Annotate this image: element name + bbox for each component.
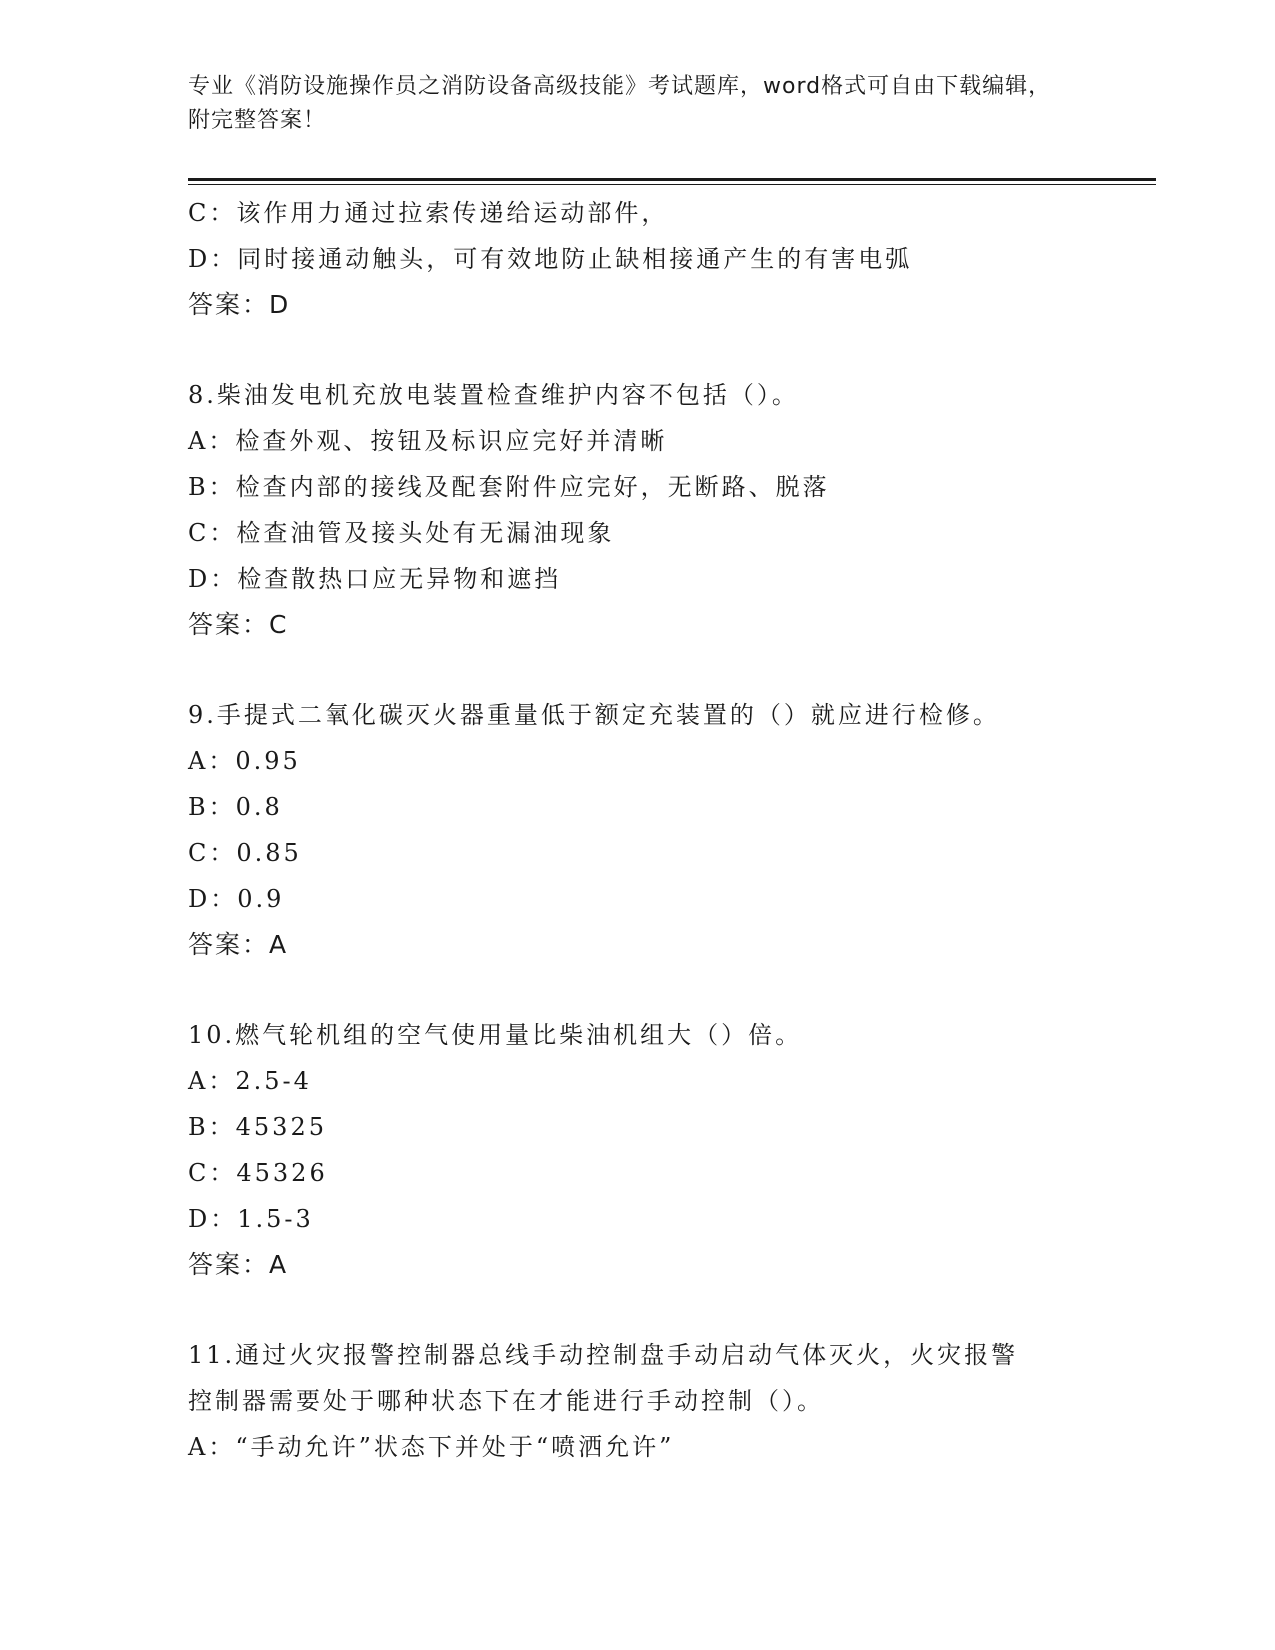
- header-divider-thin: [188, 184, 1156, 185]
- question-11-option-a: A：“手动允许”状态下并处于“喷洒允许”: [188, 1433, 675, 1461]
- question-9-answer: 答案：A: [188, 930, 289, 959]
- question-7-block: [188, 190, 1088, 328]
- question-10-answer: 答案：A: [188, 1250, 289, 1279]
- question-10-option-c: C：45326: [188, 1159, 328, 1187]
- question-11-block: [188, 1332, 1088, 1470]
- question-10-text: 10.燃气轮机组的空气使用量比柴油机组大（）倍。: [188, 1021, 803, 1049]
- question-7-answer: 答案：D: [188, 290, 291, 319]
- question-8-option-c: C：检查油管及接头处有无漏油现象: [188, 519, 615, 547]
- question-9-block: [188, 692, 1088, 968]
- question-7-option-c: C：该作用力通过拉索传递给运动部件，: [188, 199, 669, 227]
- spacer: [188, 1288, 1088, 1332]
- question-list: [188, 190, 1088, 1470]
- question-9-option-d: D：0.9: [188, 885, 285, 913]
- question-10-option-b: B：45325: [188, 1113, 327, 1141]
- question-11-text-line-1: 11.通过火灾报警控制器总线手动控制盘手动启动气体灭火，火灾报警: [188, 1341, 1019, 1369]
- question-9-option-a: A：0.95: [188, 747, 301, 775]
- question-7-option-d: D：同时接通动触头，可有效地防止缺相接通产生的有害电弧: [188, 245, 913, 273]
- question-8-option-b: B：检查内部的接线及配套附件应完好，无断路、脱落: [188, 473, 830, 501]
- header-divider-thick: [188, 178, 1156, 181]
- question-8-option-a: A：检查外观、按钮及标识应完好并清晰: [188, 427, 668, 455]
- document-header: 专业《消防设施操作员之消防设备高级技能》考试题库，word格式可自由下载编辑，附完整答案！: [188, 74, 1052, 133]
- question-11-text-line-2: 控制器需要处于哪种状态下在才能进行手动控制（）。: [188, 1387, 824, 1415]
- spacer: [188, 648, 1088, 692]
- question-8-block: [188, 372, 1088, 648]
- question-8-answer: 答案：C: [188, 610, 289, 639]
- question-10-block: [188, 1012, 1088, 1288]
- question-9-option-b: B：0.8: [188, 793, 283, 821]
- question-9-option-c: C：0.85: [188, 839, 302, 867]
- spacer: [188, 968, 1088, 1012]
- question-9-text: 9.手提式二氧化碳灭火器重量低于额定充装置的（）就应进行检修。: [188, 701, 1000, 729]
- question-10-option-a: A：2.5-4: [188, 1067, 312, 1095]
- spacer: [188, 328, 1088, 372]
- question-8-option-d: D：检查散热口应无异物和遮挡: [188, 565, 562, 593]
- question-10-option-d: D：1.5-3: [188, 1205, 314, 1233]
- question-8-text: 8.柴油发电机充放电装置检查维护内容不包括（）。: [188, 381, 799, 409]
